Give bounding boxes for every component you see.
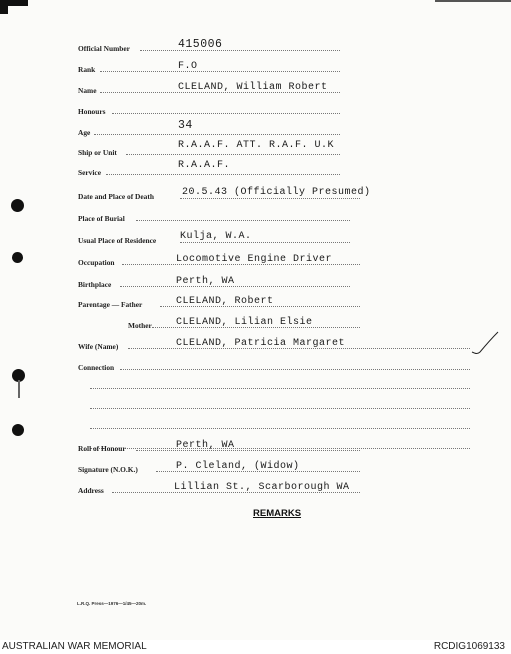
label-occupation: Occupation: [78, 258, 115, 267]
row-place-of-burial: [0, 210, 511, 226]
label-name: Name: [78, 86, 97, 95]
dotted-line: [136, 210, 350, 221]
value-official-number: 415006: [178, 38, 223, 51]
row-date-place-death: [0, 188, 511, 204]
value-usual-residence: Kulja, W.A.: [180, 231, 252, 242]
row-name: [0, 82, 511, 98]
dotted-line: [94, 124, 340, 135]
row-parentage-father: [0, 296, 511, 312]
dotted-line: [136, 440, 360, 451]
row-rank: [0, 61, 511, 77]
value-parentage-father: CLELAND, Robert: [176, 296, 274, 307]
row-connection: [0, 359, 511, 375]
dotted-line: [140, 40, 340, 51]
footer-record-id: RCDIG1069133: [433, 641, 505, 652]
label-honours: Honours: [78, 107, 106, 116]
row-roll-of-honour: [0, 440, 511, 456]
label-connection: Connection: [78, 363, 115, 372]
label-signature-nok: Signature (N.O.K.): [78, 465, 138, 474]
blank-line-1: [90, 378, 470, 389]
dotted-line: [120, 276, 350, 287]
value-name: CLELAND, William Robert: [178, 82, 328, 93]
footer-institution: AUSTRALIAN WAR MEMORIAL: [2, 641, 147, 652]
row-usual-residence: [0, 232, 511, 248]
value-ship-or-unit: R.A.A.F. ATT. R.A.F. U.K: [178, 140, 335, 151]
printer-imprint: L.R.Q. Press—1976—1/45—20m.: [77, 601, 147, 606]
label-address: Address: [78, 486, 104, 495]
row-wife: [0, 338, 511, 354]
value-address: Lillian St., Scarborough WA: [174, 482, 350, 493]
row-service: [0, 160, 511, 180]
row-occupation: [0, 254, 511, 270]
label-ship-or-unit: Ship or Unit: [78, 148, 117, 157]
label-birthplace: Birthplace: [78, 280, 112, 289]
archive-footer: [0, 640, 511, 654]
label-parentage-mother: Mother: [128, 321, 152, 330]
value-age: 34: [178, 119, 193, 132]
value-birthplace: Perth, WA: [176, 276, 235, 287]
punch-hole-4: [12, 424, 24, 436]
label-parentage-father: Parentage — Father: [78, 300, 143, 309]
dotted-line: [100, 61, 340, 72]
row-signature-nok: [0, 461, 511, 477]
label-service: Service: [78, 168, 101, 177]
dotted-line: [120, 359, 470, 370]
scan-corner-mark-2: [0, 0, 8, 14]
row-ship-or-unit: [0, 140, 511, 160]
label-place-of-burial: Place of Burial: [78, 214, 125, 223]
scan-side-mark: [18, 380, 20, 398]
blank-line-2: [90, 398, 470, 409]
value-date-place-death: 20.5.43 (Officially Presumed): [182, 187, 371, 198]
row-parentage-mother: [0, 317, 511, 333]
row-honours: [0, 103, 511, 119]
value-rank: F.O: [178, 61, 198, 72]
value-signature-nok: P. Cleland, (Widow): [176, 461, 300, 472]
row-birthplace: [0, 276, 511, 292]
tick-mark-icon: [470, 330, 500, 356]
remarks-heading: REMARKS: [253, 508, 302, 519]
dotted-line: [112, 103, 340, 114]
label-age: Age: [78, 128, 91, 137]
label-rank: Rank: [78, 65, 96, 74]
label-usual-residence: Usual Place of Residence: [78, 236, 157, 245]
scan-top-edge: [435, 0, 511, 2]
label-official-number: Official Number: [78, 44, 130, 53]
value-wife: CLELAND, Patricia Margaret: [176, 338, 346, 349]
row-address: [0, 482, 511, 498]
value-service: R.A.A.F.: [178, 160, 231, 171]
label-date-place-death: Date and Place of Death: [78, 192, 154, 201]
row-age: [0, 119, 511, 140]
value-roll-of-honour: Perth, WA: [176, 440, 235, 451]
label-wife: Wife (Name): [78, 342, 119, 351]
value-occupation: Locomotive Engine Driver: [176, 254, 333, 265]
blank-line-3: [90, 418, 470, 429]
row-official-number: [0, 40, 511, 56]
label-roll-of-honour: Roll of Honour: [78, 444, 126, 453]
value-parentage-mother: CLELAND, Lilian Elsie: [176, 317, 313, 328]
